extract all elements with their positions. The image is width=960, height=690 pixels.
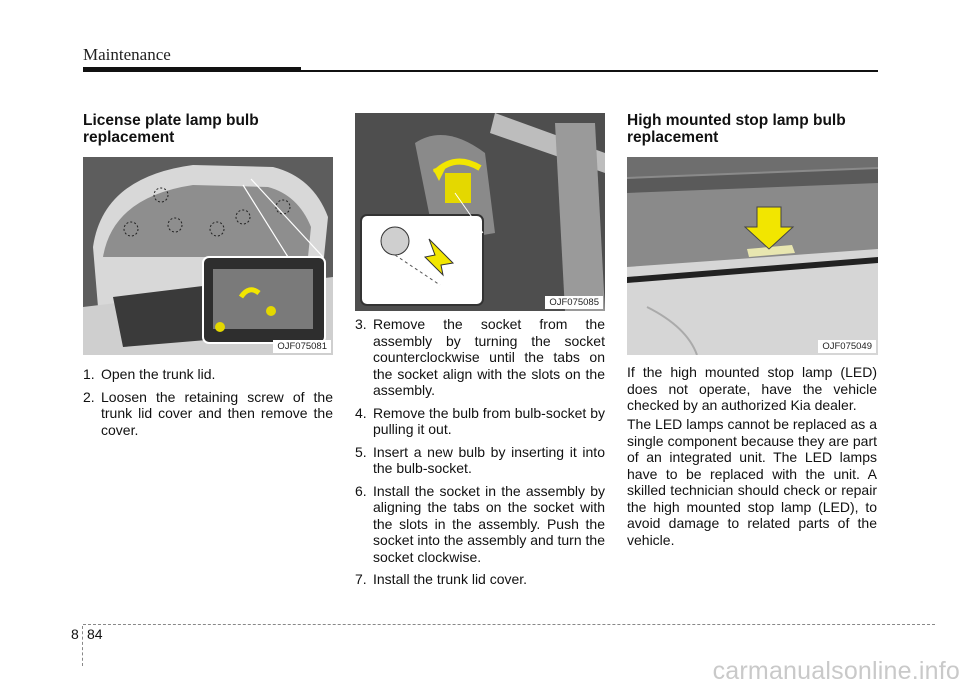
- trunk-illustration: [83, 157, 333, 355]
- col3-heading: High mounted stop lamp bulb replacement: [627, 112, 846, 146]
- step-item: [355, 483, 605, 566]
- step-number: 5.: [355, 443, 367, 460]
- step-text: Install the trunk lid cover.: [373, 571, 528, 587]
- socket-illustration: [355, 113, 605, 311]
- step-text: Remove the socket from the assembly by turning the socket counterclockwise until the tabs on the socket align with the slots on the assembly.: [373, 316, 605, 398]
- step-item: [355, 405, 605, 438]
- step-number: 7.: [355, 571, 367, 587]
- figure-code: OJF075081: [273, 340, 331, 353]
- chapter-number: 8: [71, 626, 79, 642]
- step-number: 3.: [355, 316, 367, 332]
- col1-steps: [83, 366, 333, 444]
- step-text: Install the socket in the assembly by aligning the tabs on the socket with the slots in the assembly. Push the socket into the assembly and turn the socket clockwise.: [373, 482, 605, 565]
- trunk-figure: [83, 157, 333, 355]
- page-number: 84: [87, 626, 103, 642]
- col2-steps: [355, 316, 605, 594]
- step-text: Remove the bulb from bulb-socket by pulling it out.: [373, 404, 605, 437]
- section-title: Maintenance: [83, 45, 171, 64]
- figure-code: OJF075085: [545, 296, 603, 309]
- step-number: 4.: [355, 404, 367, 421]
- step-number: 2.: [83, 388, 95, 405]
- col3-paragraph: If the high mounted stop lamp (LED) does not operate, have the vehicle checked by an authorized Kia dealer.: [627, 364, 877, 413]
- step-item: [355, 571, 605, 588]
- step-text: Loosen the retaining screw of the trunk lid cover and then remove the cover.: [101, 388, 333, 438]
- header-rule-thin: [301, 70, 878, 72]
- header-rule-thick: [83, 67, 301, 72]
- step-item: [355, 316, 605, 399]
- step-item: [83, 366, 333, 383]
- col1-heading: License plate lamp bulb replacement: [83, 112, 259, 146]
- watermark: carmanualsonline.info: [712, 657, 960, 685]
- step-text: Open the trunk lid.: [101, 366, 216, 382]
- step-text: Insert a new bulb by inserting it into the bulb-socket.: [373, 443, 605, 476]
- step-number: 1.: [83, 366, 95, 382]
- stoplamp-illustration: [627, 157, 878, 355]
- socket-figure: [355, 113, 605, 311]
- step-number: 6.: [355, 482, 367, 499]
- step-item: [83, 389, 333, 439]
- col3-paragraph: The LED lamps cannot be replaced as a single component because they are part of an integrated unit. The LED lamps have to be replaced with the unit. A skilled technician should check or repair the high mounted stop lamp (LED), to avoid damage to related parts of the vehicle.: [627, 416, 877, 548]
- figure-code: OJF075049: [818, 340, 876, 353]
- step-item: [355, 444, 605, 477]
- footer-divider: [82, 626, 83, 666]
- footer-rule: [83, 624, 935, 625]
- stoplamp-figure: [627, 157, 878, 355]
